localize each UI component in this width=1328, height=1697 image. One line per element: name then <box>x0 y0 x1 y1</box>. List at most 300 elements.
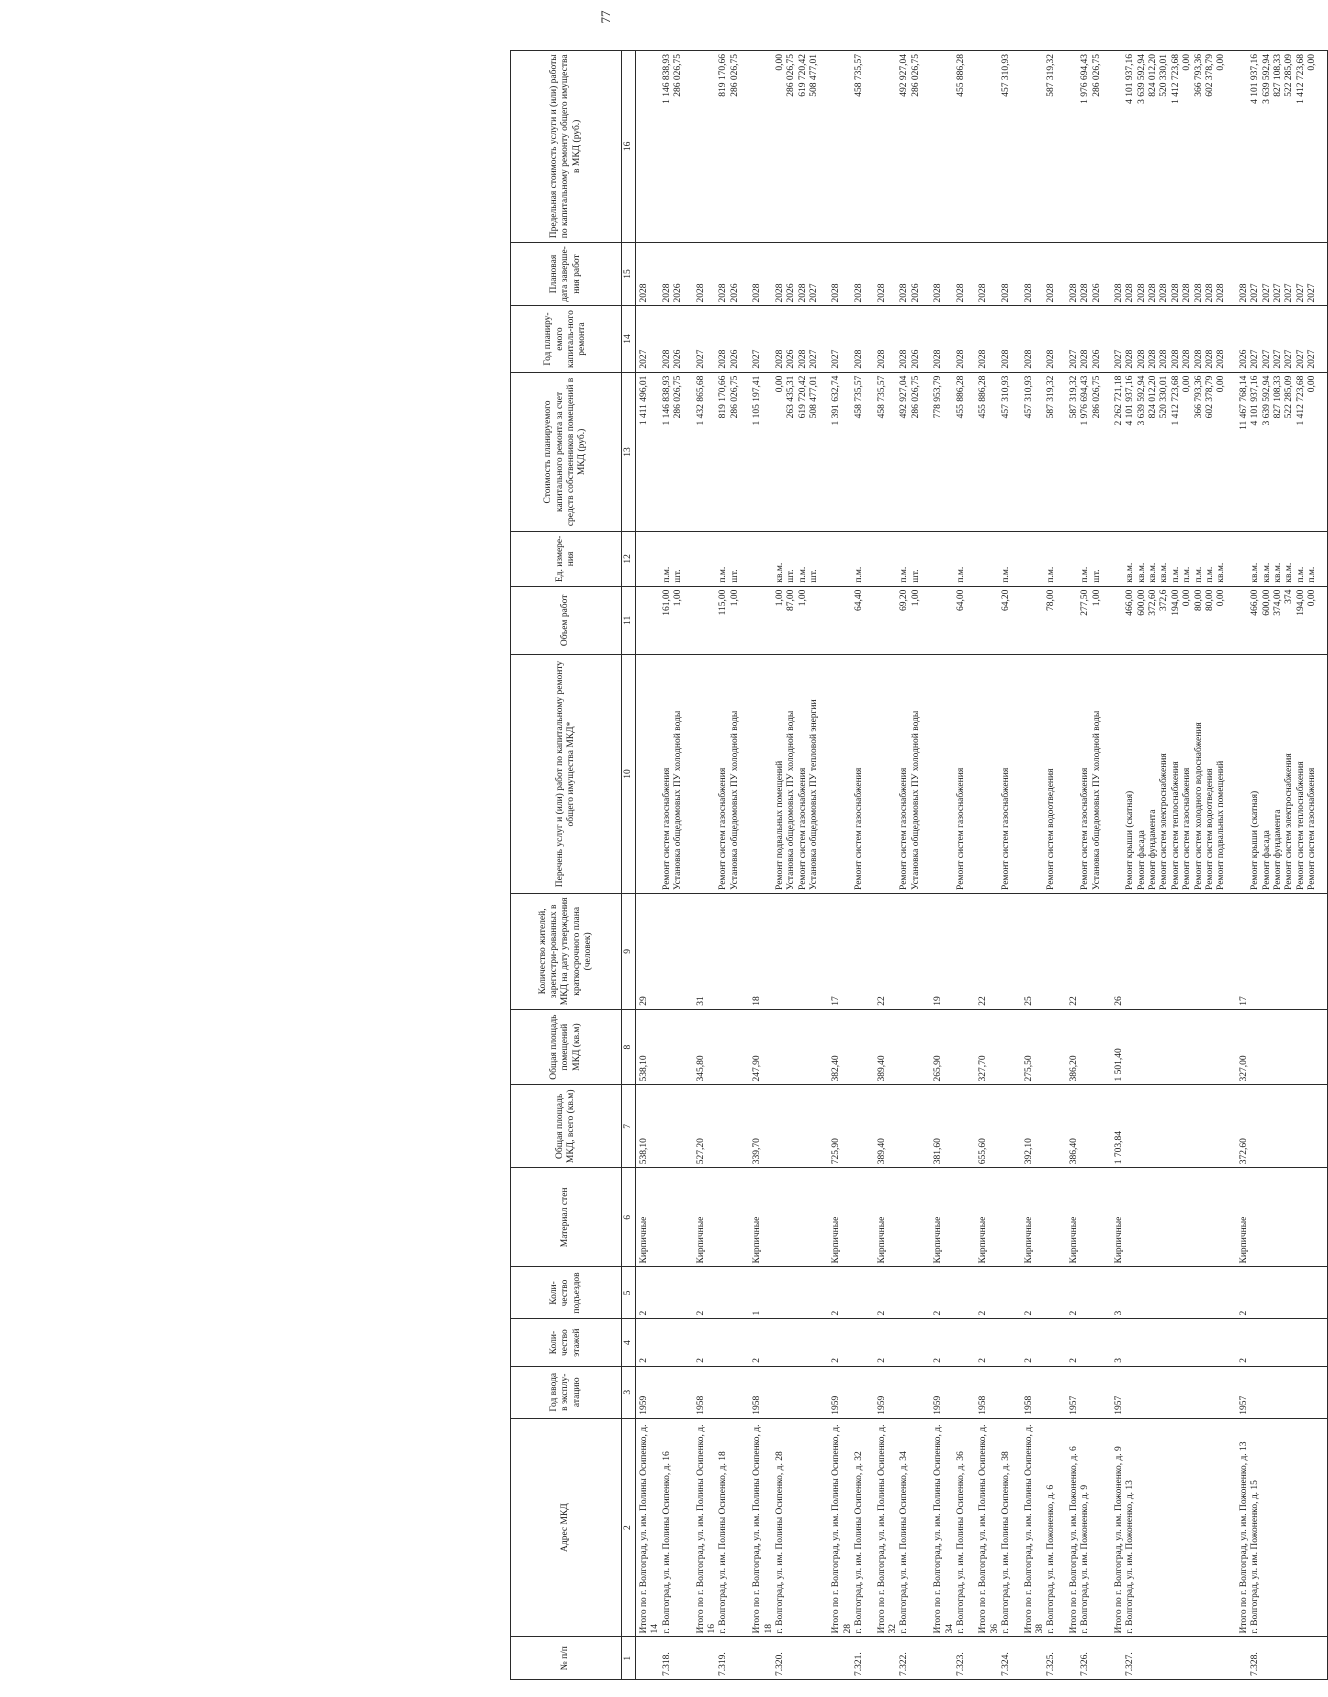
planned-year-cell <box>899 306 930 372</box>
work-volume: 1,00 <box>673 589 684 607</box>
work-item-cell <box>636 655 662 894</box>
work-unit-cell <box>956 532 975 586</box>
entrance-count <box>775 1267 829 1319</box>
cost-limit: 520 330,01 <box>1159 54 1170 97</box>
planned-year: 2027 <box>1250 349 1261 369</box>
premises-area <box>899 1009 930 1085</box>
completion-year-cell <box>1001 242 1020 306</box>
work-volume: 161,00 <box>661 589 672 616</box>
work-item: Установка общедомовых ПУ тепловой энергии <box>809 699 820 890</box>
cost-limit-cell <box>975 51 1001 243</box>
cost-limit-cell <box>662 51 693 243</box>
work-volume: 372,6 <box>1159 589 1170 611</box>
building-address: г. Волгоград, ул. им. Пожоненко, д. 15 <box>1250 1418 1327 1637</box>
work-unit: кв.м. <box>1148 562 1159 583</box>
planned-cost: 3 639 592,94 <box>1136 375 1147 426</box>
work-unit: п.м. <box>797 566 808 583</box>
work-item-cell <box>828 655 854 894</box>
total-area: 392,10 <box>1021 1085 1047 1168</box>
building-address: г. Волгоград, ул. им. Пожоненко, д. 13 <box>1125 1418 1236 1637</box>
planned-year-cell <box>1080 306 1111 372</box>
work-volume-cell <box>636 586 662 655</box>
cost-limit-cell <box>1066 51 1080 243</box>
work-item: Ремонт систем газоснабжения <box>718 767 729 890</box>
total-area: 389,40 <box>874 1085 900 1168</box>
work-volume: 600,00 <box>1261 589 1272 616</box>
planned-year: 2028 <box>1125 349 1136 369</box>
commission-year: 1958 <box>1021 1366 1047 1418</box>
work-unit-cell <box>1125 532 1236 586</box>
planned-cost-cell <box>854 372 873 532</box>
building-row <box>1001 51 1020 1680</box>
work-item: Ремонт систем водоотведения <box>1205 768 1216 890</box>
work-volume-cell <box>1236 586 1250 655</box>
resident-count <box>1125 893 1236 1009</box>
column-number: 13 <box>622 372 636 532</box>
row-number <box>1236 1637 1250 1680</box>
work-volume: 1,00 <box>1091 589 1102 607</box>
work-volume-cell <box>662 586 693 655</box>
column-number: 5 <box>622 1267 636 1319</box>
work-volume: 115,00 <box>718 589 729 616</box>
cost-limit-cell <box>828 51 854 243</box>
building-address: Итого по г. Волгоград, ул. им. Пожоненко, д. 6 <box>1066 1418 1080 1637</box>
cost-limit: 0,00 <box>1307 54 1318 71</box>
floor-count <box>956 1319 975 1366</box>
building-address: Итого по г. Волгоград, ул. им. Полины Осипенко, д. 38 <box>1021 1418 1047 1637</box>
resident-count: 17 <box>1236 893 1250 1009</box>
planned-cost: 1 391 632,74 <box>831 375 842 426</box>
work-item: Ремонт систем теплоснабжения <box>1170 761 1181 890</box>
work-volume-cell <box>1250 586 1327 655</box>
work-item-cell <box>930 655 956 894</box>
work-item-cell <box>1080 655 1111 894</box>
completion-year-cell <box>693 242 719 306</box>
column-header-row <box>511 51 622 1680</box>
premises-area <box>1250 1009 1327 1085</box>
planned-cost-cell <box>874 372 900 532</box>
planned-year: 2028 <box>1205 349 1216 369</box>
building-address: г. Волгоград, ул. им. Пожоненко, д. 9 <box>1080 1418 1111 1637</box>
completion-year: 2026 <box>673 283 684 303</box>
total-area: 381,60 <box>930 1085 956 1168</box>
work-unit-cell <box>930 532 956 586</box>
planned-cost: 0,00 <box>1182 375 1193 393</box>
planned-cost: 1 976 694,43 <box>1080 375 1091 426</box>
floor-count: 2 <box>828 1319 854 1366</box>
cost-limit: 819 170,66 <box>718 54 729 97</box>
premises-area: 538,10 <box>636 1009 662 1085</box>
premises-area <box>1080 1009 1111 1085</box>
total-area <box>718 1085 749 1168</box>
building-row <box>1125 51 1236 1680</box>
work-unit: п.м. <box>1182 566 1193 583</box>
work-unit: п.м. <box>1080 566 1091 583</box>
planned-year: 2028 <box>978 349 989 369</box>
planned-year: 2028 <box>854 349 865 369</box>
page-number: 77 <box>598 10 613 24</box>
total-area <box>899 1085 930 1168</box>
column-number: 4 <box>622 1319 636 1366</box>
work-volume-cell <box>1066 586 1080 655</box>
work-item-cell <box>975 655 1001 894</box>
resident-count <box>956 893 975 1009</box>
premises-area: 386,20 <box>1066 1009 1080 1085</box>
work-item-cell <box>749 655 775 894</box>
column-number: 1 <box>622 1637 636 1680</box>
premises-area <box>1001 1009 1020 1085</box>
work-volume: 80,00 <box>1205 589 1216 611</box>
wall-material: Кирпичные <box>975 1168 1001 1267</box>
cost-limit: 0,00 <box>774 54 785 71</box>
work-item: Установка общедомовых ПУ холодной воды <box>910 710 921 890</box>
floor-count <box>718 1319 749 1366</box>
entrance-count <box>1046 1267 1065 1319</box>
planned-cost-cell <box>1080 372 1111 532</box>
entrance-count: 2 <box>1236 1267 1250 1319</box>
floor-count: 2 <box>749 1319 775 1366</box>
work-volume: 194,00 <box>1170 589 1181 616</box>
repair-plan-table <box>510 50 1328 1680</box>
cost-limit: 286 026,75 <box>786 54 797 97</box>
planned-year: 2028 <box>1159 349 1170 369</box>
work-item: Ремонт систем холодного водоснабжения <box>1193 722 1204 890</box>
planned-cost: 1 432 865,68 <box>695 375 706 426</box>
work-unit: шт. <box>910 569 921 583</box>
cost-limit: 1 412 723,68 <box>1170 54 1181 104</box>
work-unit: кв.м. <box>1216 562 1227 583</box>
work-volume-cell <box>1111 586 1125 655</box>
total-area: 655,60 <box>975 1085 1001 1168</box>
completion-year: 2028 <box>661 283 672 303</box>
completion-year: 2026 <box>910 283 921 303</box>
total-area: 1 703,84 <box>1111 1085 1125 1168</box>
commission-year <box>662 1366 693 1418</box>
planned-cost-cell <box>775 372 829 532</box>
completion-year: 2027 <box>1272 283 1283 303</box>
planned-year: 2028 <box>1023 349 1034 369</box>
planned-cost: 455 886,28 <box>978 375 989 419</box>
planned-cost: 4 101 937,16 <box>1125 375 1136 426</box>
work-unit: кв.м. <box>1272 562 1283 583</box>
work-volume-cell <box>930 586 956 655</box>
row-number: 7.321. <box>854 1637 873 1680</box>
work-unit-cell <box>899 532 930 586</box>
entrance-count: 2 <box>828 1267 854 1319</box>
completion-year-cell <box>1236 242 1250 306</box>
wall-material <box>1250 1168 1327 1267</box>
work-unit-cell <box>662 532 693 586</box>
work-unit-cell <box>1250 532 1327 586</box>
premises-area: 275,50 <box>1021 1009 1047 1085</box>
wall-material: Кирпичные <box>828 1168 854 1267</box>
planned-cost: 3 639 592,94 <box>1261 375 1272 426</box>
work-item: Установка общедомовых ПУ холодной воды <box>786 710 797 890</box>
planned-cost: 458 735,57 <box>876 375 887 419</box>
work-volume: 1,00 <box>797 589 808 607</box>
planned-cost: 286 026,75 <box>910 375 921 419</box>
work-item: Ремонт фасада <box>1261 830 1272 890</box>
commission-year <box>1125 1366 1236 1418</box>
completion-year-cell <box>718 242 749 306</box>
work-item-cell <box>899 655 930 894</box>
resident-count: 26 <box>1111 893 1125 1009</box>
work-volume: 1,00 <box>729 589 740 607</box>
planned-cost: 286 026,75 <box>1091 375 1102 419</box>
planned-year: 2026 <box>729 349 740 369</box>
completion-year-cell <box>1125 242 1236 306</box>
planned-cost-cell <box>930 372 956 532</box>
work-unit-cell <box>1066 532 1080 586</box>
work-volume: 372,60 <box>1148 589 1159 616</box>
planned-cost: 778 953,79 <box>933 375 944 419</box>
cost-limit-cell <box>693 51 719 243</box>
column-header: Плановая дата заверше-ния работ <box>511 242 622 306</box>
resident-count <box>1080 893 1111 1009</box>
column-header: Материал стен <box>511 1168 622 1267</box>
building-row <box>956 51 975 1680</box>
planned-year-cell <box>874 306 900 372</box>
planned-cost-cell <box>1125 372 1236 532</box>
work-volume: 0,00 <box>1182 589 1193 607</box>
completion-year: 2028 <box>752 283 763 303</box>
planned-cost: 819 170,66 <box>718 375 729 419</box>
planned-cost: 1 411 496,01 <box>639 375 649 426</box>
cost-limit-cell <box>1125 51 1236 243</box>
total-area <box>1046 1085 1065 1168</box>
floor-count: 2 <box>693 1319 719 1366</box>
work-item: Ремонт фундамента <box>1148 809 1159 890</box>
floor-count: 2 <box>1021 1319 1047 1366</box>
premises-area <box>956 1009 975 1085</box>
work-unit: кв.м. <box>1136 562 1147 583</box>
planned-year-cell <box>956 306 975 372</box>
work-volume-cell <box>693 586 719 655</box>
completion-year: 2027 <box>1284 283 1295 303</box>
row-number <box>975 1637 1001 1680</box>
planned-cost: 1 412 723,68 <box>1170 375 1181 426</box>
work-unit: п.м. <box>1295 566 1306 583</box>
building-address: Итого по г. Волгоград, ул. им. Полины Осипенко, д. 14 <box>636 1418 662 1637</box>
work-unit-cell <box>693 532 719 586</box>
work-unit-cell <box>975 532 1001 586</box>
cost-limit-cell <box>854 51 873 243</box>
column-number: 6 <box>622 1168 636 1267</box>
planned-year: 2028 <box>1148 349 1159 369</box>
work-unit: шт. <box>809 569 820 583</box>
planned-cost-cell <box>1066 372 1080 532</box>
work-unit: кв.м. <box>774 562 785 583</box>
work-volume-cell <box>854 586 873 655</box>
row-number <box>1111 1637 1125 1680</box>
column-number-row <box>622 51 636 1680</box>
total-area <box>775 1085 829 1168</box>
resident-count <box>718 893 749 1009</box>
entrance-count: 2 <box>1066 1267 1080 1319</box>
planned-cost: 619 720,42 <box>797 375 808 419</box>
work-unit-cell <box>1236 532 1250 586</box>
work-item-cell <box>1021 655 1047 894</box>
premises-area <box>775 1009 829 1085</box>
completion-year: 2028 <box>876 283 887 303</box>
work-item: Ремонт крыши (скатная) <box>1250 790 1261 890</box>
row-number: 7.320. <box>775 1637 829 1680</box>
total-area <box>1250 1085 1327 1168</box>
work-item: Ремонт систем теплоснабжения <box>1295 761 1306 890</box>
work-volume-cell <box>718 586 749 655</box>
entrance-count <box>1080 1267 1111 1319</box>
column-header: Общая площадь помещений МКД (кв.м) <box>511 1009 622 1085</box>
building-total-row <box>693 51 719 1680</box>
row-number <box>930 1637 956 1680</box>
work-volume: 0,00 <box>1307 589 1318 607</box>
work-volume: 87,00 <box>786 589 797 611</box>
work-item-cell <box>1066 655 1080 894</box>
wall-material <box>1001 1168 1020 1267</box>
row-number: 7.323. <box>956 1637 975 1680</box>
cost-limit: 587 319,32 <box>1046 54 1057 97</box>
resident-count: 17 <box>828 893 854 1009</box>
planned-year-cell <box>930 306 956 372</box>
column-number: 14 <box>622 306 636 372</box>
building-address: г. Волгоград, ул. им. Полины Осипенко, д. 36 <box>956 1418 975 1637</box>
work-item-cell <box>1111 655 1125 894</box>
planned-year: 2028 <box>1046 349 1057 369</box>
work-volume: 277,50 <box>1080 589 1091 616</box>
entrance-count <box>1250 1267 1327 1319</box>
work-item: Ремонт систем газоснабжения <box>854 767 865 890</box>
work-unit: кв.м. <box>1250 562 1261 583</box>
planned-cost-cell <box>1250 372 1327 532</box>
wall-material <box>899 1168 930 1267</box>
building-total-row <box>874 51 900 1680</box>
work-volume-cell <box>975 586 1001 655</box>
cost-limit: 602 378,79 <box>1205 54 1216 97</box>
planned-year: 2028 <box>797 349 808 369</box>
work-unit: кв.м. <box>1159 562 1170 583</box>
planned-year: 2027 <box>639 349 649 369</box>
work-item-cell <box>1250 655 1327 894</box>
work-unit: шт. <box>673 569 684 583</box>
work-item: Установка общедомовых ПУ холодной воды <box>673 710 684 890</box>
work-item: Ремонт фасада <box>1136 830 1147 890</box>
wall-material <box>854 1168 873 1267</box>
total-area: 527,20 <box>693 1085 719 1168</box>
planned-cost: 457 310,93 <box>1001 375 1012 419</box>
work-volume: 0,00 <box>1216 589 1227 607</box>
planned-year: 2028 <box>1080 349 1091 369</box>
building-address: г. Волгоград, ул. им. Полины Осипенко, д. 18 <box>718 1418 749 1637</box>
total-area: 372,60 <box>1236 1085 1250 1168</box>
completion-year: 2028 <box>1205 283 1216 303</box>
work-volume: 64,00 <box>955 589 966 611</box>
premises-area: 345,80 <box>693 1009 719 1085</box>
work-item-cell <box>718 655 749 894</box>
floor-count <box>1125 1319 1236 1366</box>
building-address: Итого по г. Волгоград, ул. им. Полины Осипенко, д. 34 <box>930 1418 956 1637</box>
premises-area: 327,70 <box>975 1009 1001 1085</box>
planned-year: 2026 <box>910 349 921 369</box>
cost-limit: 3 639 592,94 <box>1136 54 1147 104</box>
work-item: Ремонт систем газоснабжения <box>1001 767 1012 890</box>
wall-material <box>1080 1168 1111 1267</box>
cost-limit: 286 026,75 <box>910 54 921 97</box>
planned-year: 2028 <box>899 349 910 369</box>
planned-year-cell <box>1021 306 1047 372</box>
building-address: г. Волгоград, ул. им. Пожоненко, д. 6 <box>1046 1418 1065 1637</box>
cost-limit: 522 285,09 <box>1284 54 1295 97</box>
column-header: Объем работ <box>511 586 622 655</box>
row-number: 7.319. <box>718 1637 749 1680</box>
work-item-cell <box>1236 655 1250 894</box>
commission-year: 1957 <box>1066 1366 1080 1418</box>
planned-year: 2028 <box>955 349 966 369</box>
work-volume-cell <box>1021 586 1047 655</box>
planned-cost-cell <box>636 372 662 532</box>
planned-year: 2026 <box>1091 349 1102 369</box>
resident-count: 31 <box>693 893 719 1009</box>
entrance-count <box>718 1267 749 1319</box>
cost-limit-cell <box>899 51 930 243</box>
entrance-count <box>662 1267 693 1319</box>
completion-year: 2028 <box>774 283 785 303</box>
work-volume-cell <box>1001 586 1020 655</box>
commission-year: 1959 <box>930 1366 956 1418</box>
resident-count <box>899 893 930 1009</box>
work-item-cell <box>775 655 829 894</box>
completion-year: 2028 <box>1136 283 1147 303</box>
premises-area: 327,00 <box>1236 1009 1250 1085</box>
building-total-row <box>749 51 775 1680</box>
commission-year <box>775 1366 829 1418</box>
work-unit-cell <box>1111 532 1125 586</box>
planned-year: 2027 <box>1284 349 1295 369</box>
total-area <box>662 1085 693 1168</box>
planned-cost-cell <box>899 372 930 532</box>
planned-cost-cell <box>693 372 719 532</box>
planned-year: 2028 <box>661 349 672 369</box>
cost-limit-cell <box>874 51 900 243</box>
planned-year-cell <box>693 306 719 372</box>
work-volume-cell <box>899 586 930 655</box>
premises-area: 247,90 <box>749 1009 775 1085</box>
planned-year: 2028 <box>1216 349 1227 369</box>
resident-count: 25 <box>1021 893 1047 1009</box>
building-total-row <box>1021 51 1047 1680</box>
commission-year: 1959 <box>636 1366 662 1418</box>
work-unit-cell <box>1080 532 1111 586</box>
entrance-count <box>899 1267 930 1319</box>
commission-year: 1958 <box>749 1366 775 1418</box>
completion-year-cell <box>930 242 956 306</box>
completion-year: 2026 <box>1091 283 1102 303</box>
wall-material <box>662 1168 693 1267</box>
completion-year: 2028 <box>1193 283 1204 303</box>
completion-year: 2028 <box>831 283 842 303</box>
work-unit-cell <box>854 532 873 586</box>
work-unit-cell <box>775 532 829 586</box>
work-unit: п.м. <box>1170 566 1181 583</box>
floor-count <box>1250 1319 1327 1366</box>
work-volume: 1,00 <box>774 589 785 607</box>
cost-limit: 366 793,36 <box>1193 54 1204 97</box>
column-number: 7 <box>622 1085 636 1168</box>
table-body <box>636 51 1328 1680</box>
cost-limit-cell <box>930 51 956 243</box>
commission-year <box>956 1366 975 1418</box>
column-header: Перечень услуг и (или) работ по капитальному ремонту общего имущества МКД* <box>511 655 622 894</box>
total-area <box>1080 1085 1111 1168</box>
